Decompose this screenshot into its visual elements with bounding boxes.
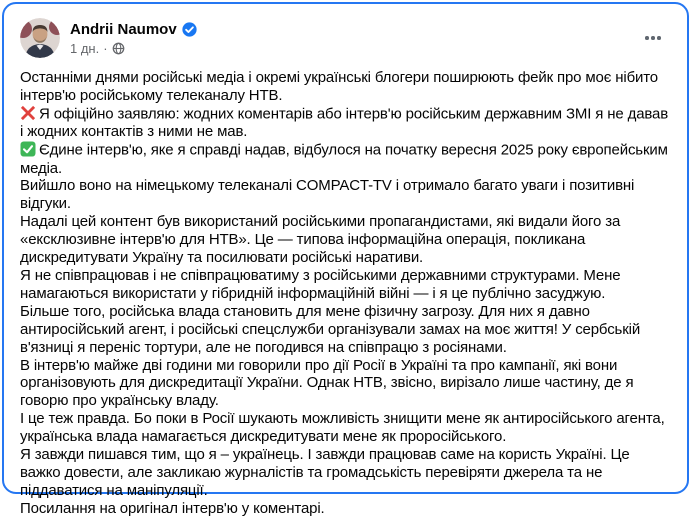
post-paragraph: Я не співпрацював і не співпрацюватиму з російськими державними структурами. Мене намагаються використати у гібридній інформаційній війні — і я це публічно засуджую.: [20, 266, 621, 302]
globe-icon: [112, 42, 125, 55]
post-paragraph: В інтерв'ю майже дві години ми говорили про дії Росії в Україні та про кампанії, які вони організовують для дискредитації України. Однак НТВ, звісно, вирізало лише частину, де я говорю про українську владу.: [20, 356, 634, 410]
post-paragraph: Я офіційно заявляю: жодних коментарів або інтерв'ю російським державним ЗМІ я не давав і жодних контактів з ними не мав.: [20, 105, 669, 141]
cross-mark-icon: [20, 105, 36, 121]
timestamp[interactable]: 1 дн.: [70, 40, 100, 56]
facebook-post-card: [2, 2, 689, 517]
post-header: [20, 18, 671, 58]
post-paragraph: Надалі цей контент був використаний російськими пропагандистами, які видали його за «ексклюзивне інтерв'ю для НТВ». Це — типова інформаційна операція, покликана дискредитувати Україну та посилювати російські наративи.: [20, 213, 621, 267]
avatar-photo: [20, 18, 60, 58]
post-body: [20, 69, 671, 518]
verified-badge-icon: [182, 22, 197, 37]
post-paragraph: Посилання на оригінал інтерв'ю у коментарі.: [20, 499, 325, 517]
post-paragraph: Єдине інтерв'ю, яке я справді надав, відбулося на початку вересня 2025 року європейським медіа.: [20, 141, 668, 177]
ellipsis-icon: [645, 36, 649, 40]
post-paragraph: Останніми днями російські медіа і окремі українські блогери поширюють фейк про моє нібито інтерв'ю російському телеканалу НТВ.: [20, 69, 658, 104]
post-paragraph: Більше того, російська влада становить для мене фізичну загрозу. Для них я давно антиросійський агент, і російські спецслужби організували замах на моє життя! У сербській в'язниці я переніс тортури, але не погодився на співпрацю з росіянами.: [20, 302, 641, 356]
meta-separator: ·: [103, 40, 108, 56]
check-mark-icon: [20, 141, 36, 157]
more-options-button[interactable]: [637, 26, 669, 50]
post-paragraph: І це теж правда. Бо поки в Росії шукають можливість знищити мене як антиросійського агента, українська влада намагається дискредитувати мене як проросійського.: [20, 410, 665, 446]
post-meta: [70, 41, 197, 57]
post-paragraph: Я завжди пишався тим, що я – українець. І завжди працював саме на користь Україні. Це важко довести, але закликаю журналістів та громадськість перевіряти джерела та не піддаватися на маніпуляції.: [20, 446, 630, 499]
header-text: [70, 20, 197, 57]
post-paragraph: Вийшло воно на німецькому телеканалі COMPACT-TV і отримало багато уваги і позитивні відгуки.: [20, 177, 635, 213]
author-name[interactable]: Andrii Naumov: [70, 20, 177, 38]
avatar[interactable]: [20, 18, 60, 58]
